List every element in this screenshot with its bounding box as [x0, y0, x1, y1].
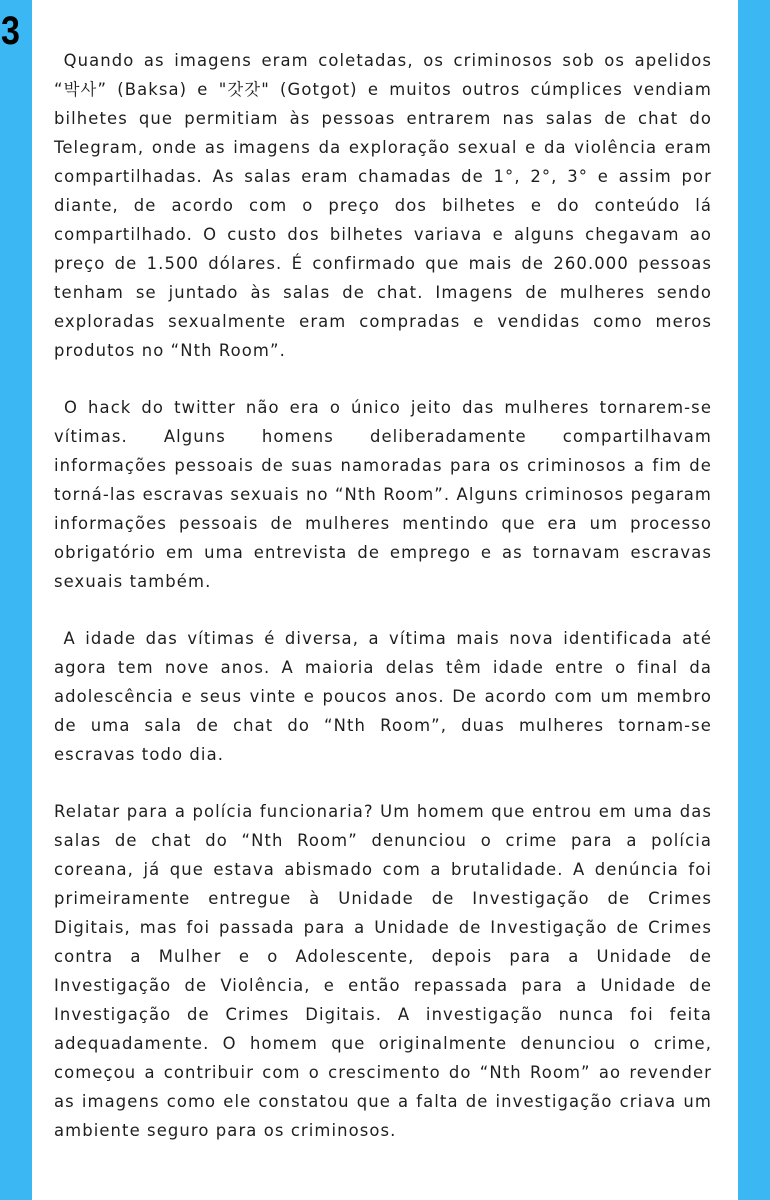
page-number: 3: [1, 9, 20, 53]
paragraph-victim-age: A idade das vítimas é diversa, a vítima mais nova identificada até agora tem nove anos. A maioria delas têm idade entre o final da adolescência e seus vinte e poucos anos. De acordo com um membro de uma sala de chat do “Nth Room”, duas mulheres tornam-se escravas todo dia.: [54, 629, 719, 764]
article-body: [54, 46, 719, 1173]
paragraph-how-victims: O hack do twitter não era o único jeito das mulheres tornarem-se vítimas. Alguns homens deliberadamente compartilhavam informações pessoais de suas namoradas para os criminosos a fim de torná-las escravas sexuais no “Nth Room”. Alguns criminosos pegaram informações pessoais de mulheres mentindo que era um processo obrigatório em uma entrevista de emprego e as tornavam escravas sexuais também.: [54, 398, 719, 591]
paragraph-police-report: Relatar para a polícia funcionaria? Um homem que entrou em uma das salas de chat do “Nth Room” denunciou o crime para a polícia coreana, já que estava abismado com a brutalidade. A denúncia foi primeiramente entregue à Unidade de Investigação de Crimes Digitais, mas foi passada para a Unidade de Investigação de Crimes contra a Mulher e o Adolescente, depois para a Unidade de Investigação de Violência, e então repassada para a Unidade de Investigação de Crimes Digitais. A investigação nunca foi feita adequadamente. O homem que originalmente denunciou o crime, começou a contribuir com o crescimento do “Nth Room” ao revender as imagens como ele constatou que a falta de investigação criava um ambiente seguro para os criminosos.: [54, 802, 719, 1140]
right-side-bar: [738, 0, 770, 1200]
left-side-bar: [0, 0, 32, 1200]
paragraph-ticket-sales: Quando as imagens eram coletadas, os criminosos sob os apelidos “박사” (Baksa) e "갓갓" (Gotgot) e muitos outros cúmplices vendiam bilhetes que permitiam às pessoas entrarem nas salas de chat do Telegram, onde as imagens da exploração sexual e da violência eram compartilhadas. As salas eram chamadas de 1°, 2°, 3° e assim por diante, de acordo com o preço dos bilhetes e do conteúdo lá compartilhado. O custo dos bilhetes variava e alguns chegavam ao preço de 1.500 dólares. É confirmado que mais de 260.000 pessoas tenham se juntado às salas de chat. Imagens de mulheres sendo exploradas sexualmente eram compradas e vendidas como meros produtos no “Nth Room”.: [54, 51, 719, 360]
